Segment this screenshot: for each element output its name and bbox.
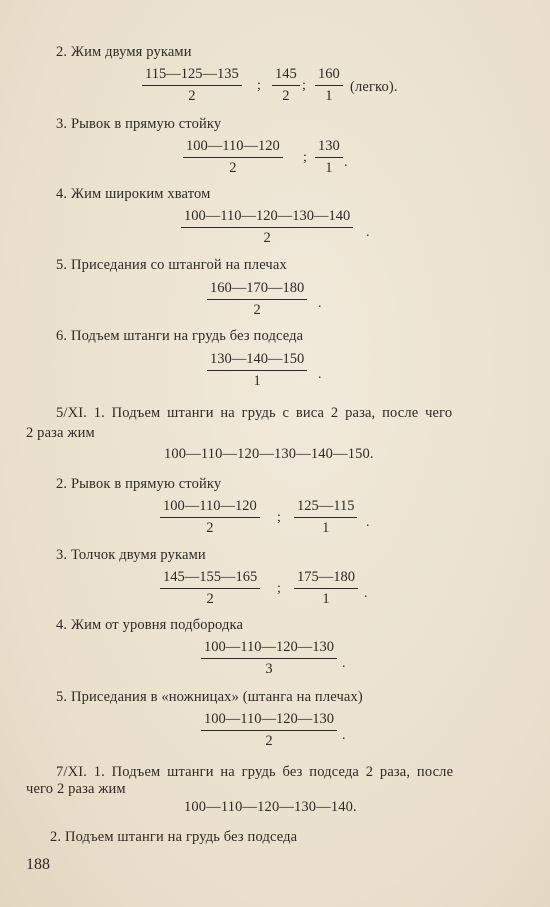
- fraction-denominator: 2: [206, 519, 214, 536]
- fraction-numerator: 130: [315, 139, 343, 158]
- separator: ;: [257, 78, 261, 93]
- fraction-denominator: 1: [253, 372, 261, 389]
- fraction: [294, 499, 357, 535]
- exercise-title: 5. Приседания со штангой на плечах: [56, 257, 287, 273]
- weight-sequence: 100—110—120—130—140—150.: [164, 446, 374, 462]
- exercise-title: 4. Жим широким хватом: [56, 186, 211, 202]
- fraction-numerator: 100—110—120—130—140: [181, 209, 353, 228]
- fraction: [315, 139, 343, 175]
- fraction: [207, 281, 307, 317]
- page-number: 188: [26, 856, 50, 873]
- fraction-denominator: 2: [263, 229, 271, 246]
- exercise-title: 2. Жим двумя руками: [56, 44, 192, 60]
- period: .: [318, 367, 322, 382]
- day-entry-line: 7/XI. 1. Подъем штанги на грудь без подседа 2 раза, после: [56, 764, 454, 780]
- fraction-numerator: 100—110—120—130: [201, 712, 337, 731]
- period: .: [342, 728, 346, 743]
- fraction-numerator: 100—110—120: [160, 499, 260, 518]
- fraction: [201, 712, 337, 748]
- fraction-denominator: 1: [322, 519, 330, 536]
- fraction-denominator: 2: [282, 87, 290, 104]
- fraction-numerator: 125—115: [294, 499, 357, 518]
- fraction-denominator: 1: [325, 87, 333, 104]
- note: (легко).: [350, 79, 398, 95]
- period: .: [366, 225, 370, 240]
- period: .: [344, 155, 348, 170]
- fraction-numerator: 100—110—120—130: [201, 640, 337, 659]
- exercise-title: 5. Приседания в «ножницах» (штанга на плечах): [56, 689, 363, 705]
- fraction-numerator: 100—110—120: [183, 139, 283, 158]
- separator: ;: [277, 581, 281, 596]
- fraction-numerator: 145: [272, 67, 300, 86]
- fraction-denominator: 1: [325, 159, 333, 176]
- fraction: [183, 139, 283, 175]
- weight-sequence: 100—110—120—130—140.: [184, 799, 357, 815]
- fraction: [207, 352, 307, 388]
- day-entry-line: чего 2 раза жим: [26, 781, 126, 797]
- exercise-title: 2. Рывок в прямую стойку: [56, 476, 222, 492]
- fraction-numerator: 160—170—180: [207, 281, 307, 300]
- fraction: [160, 499, 260, 535]
- exercise-title: 6. Подъем штанги на грудь без подседа: [56, 328, 304, 344]
- fraction-numerator: 175—180: [294, 570, 358, 589]
- period: .: [364, 586, 368, 601]
- fraction-numerator: 130—140—150: [207, 352, 307, 371]
- period: .: [318, 296, 322, 311]
- fraction: [201, 640, 337, 676]
- exercise-title: 3. Толчок двумя руками: [56, 547, 206, 563]
- day-entry-line: 5/XI. 1. Подъем штанги на грудь с виса 2 раза, после чего: [56, 405, 453, 421]
- fraction-denominator: 2: [206, 590, 214, 607]
- fraction-denominator: 2: [229, 159, 237, 176]
- day-entry-line: 2 раза жим: [26, 425, 95, 441]
- fraction-numerator: 160: [315, 67, 343, 86]
- fraction: [181, 209, 353, 245]
- separator: ;: [277, 510, 281, 525]
- fraction-denominator: 2: [253, 301, 261, 318]
- fraction-denominator: 3: [265, 660, 273, 677]
- exercise-title: 2. Подъем штанги на грудь без подседа: [50, 829, 298, 845]
- fraction-denominator: 1: [322, 590, 330, 607]
- fraction-denominator: 2: [265, 732, 273, 749]
- exercise-title: 3. Рывок в прямую стойку: [56, 116, 222, 132]
- period: .: [342, 656, 346, 671]
- fraction: [294, 570, 358, 606]
- fraction-numerator: 145—155—165: [160, 570, 260, 589]
- fraction-numerator: 115—125—135: [142, 67, 242, 86]
- separator: ;: [303, 150, 307, 165]
- fraction: [142, 67, 242, 103]
- separator: ;: [302, 78, 306, 93]
- fraction-denominator: 2: [188, 87, 196, 104]
- fraction: [160, 570, 260, 606]
- fraction: [315, 67, 343, 103]
- fraction: [272, 67, 300, 103]
- exercise-title: 4. Жим от уровня подбородка: [56, 617, 244, 633]
- period: .: [366, 515, 370, 530]
